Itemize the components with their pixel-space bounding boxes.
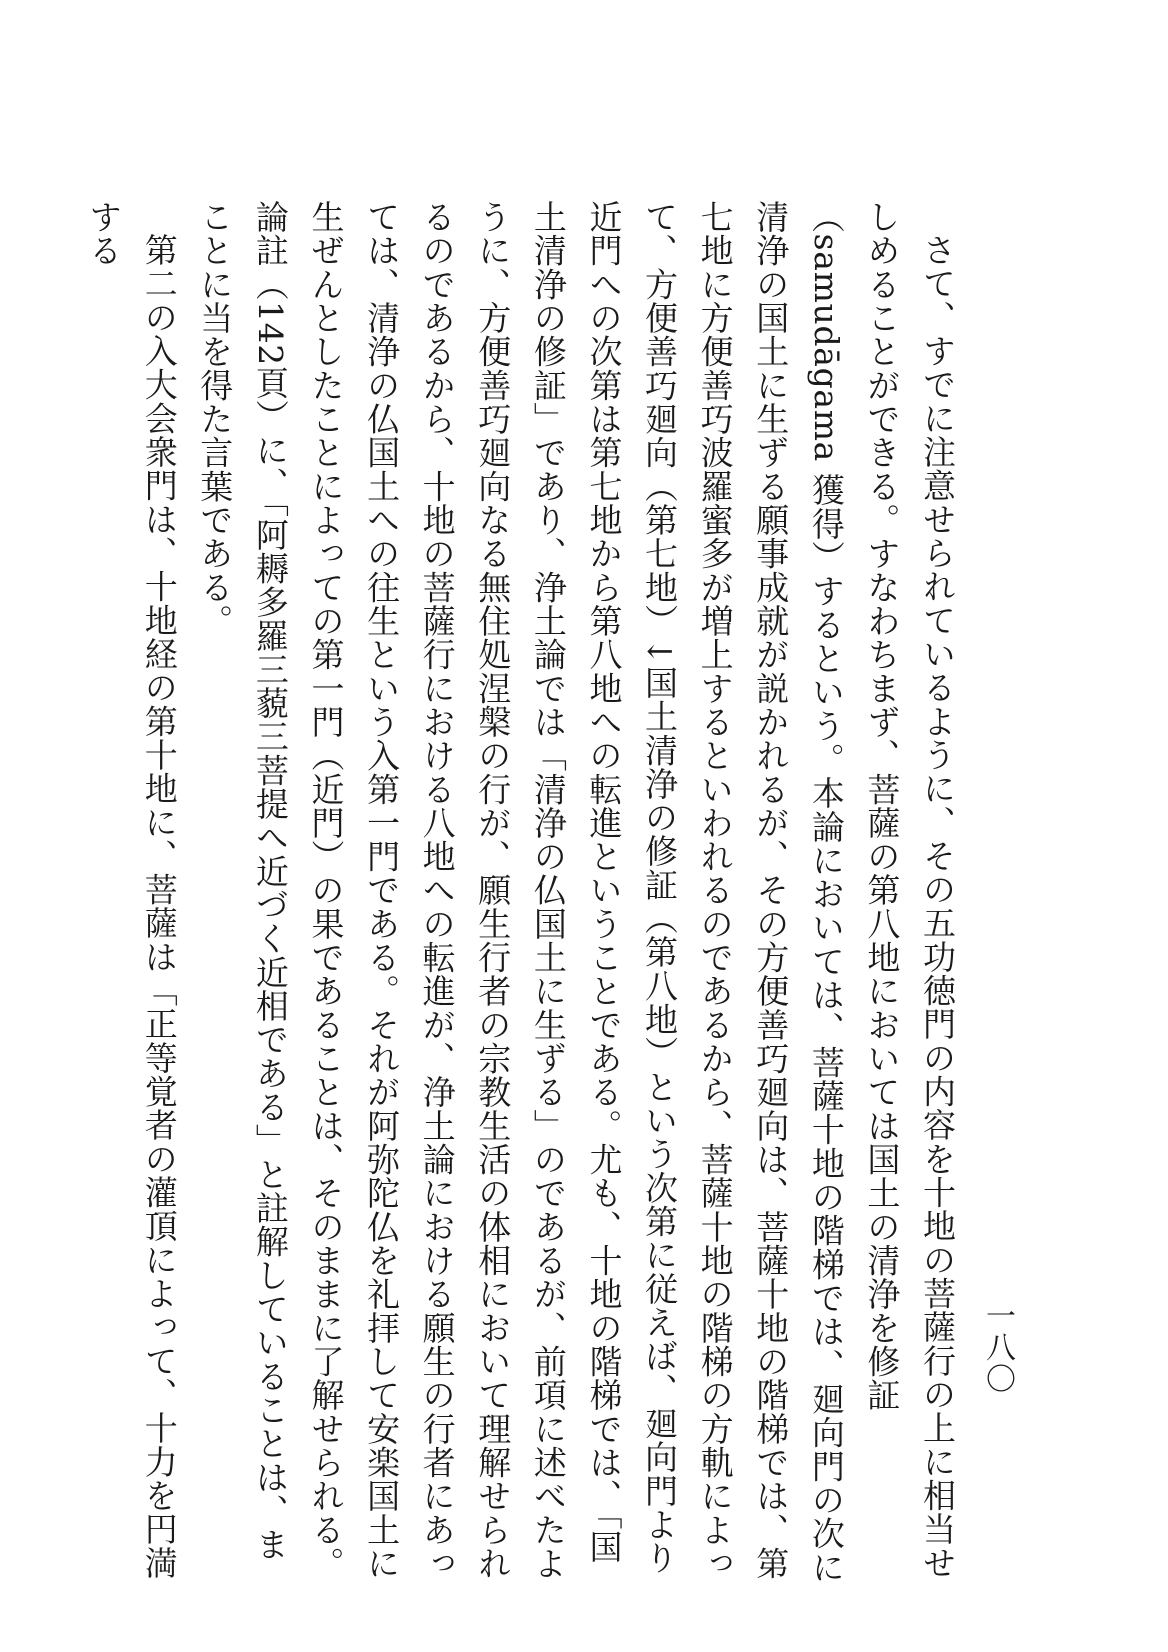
body-text [84, 200, 965, 1585]
footnote-marks [0, 0, 1, 1]
paragraph: さて、すでに注意せられているように、その五功徳門の内容を十地の菩薩行の上に相当せしめることができる。すなわちまず、菩薩の第八地においては国土の清浄を修証（samudāgama 獲得）するという。本論においては、菩薩十地の階梯では、廻向門の次に清浄の国土に生ずる願事成就が説かれるが、その方便善巧廻向は、菩薩十地の階梯では、第七地に方便善巧波羅蜜多が増上するといわれるのであるから、菩薩十地の階梯の方軌によって、方便善巧廻向（第七地）↓国土清浄の修証（第八地）という次第に従えば、廻向門より近門への次第は第七地から第八地への転進ということである。尤も、十地の階梯では、「国土清浄の修証」であり、浄土論では「清浄の仏国土に生ずる」のであるが、前項に述べたように、方便善巧廻向なる無住処涅槃の行が、願生行者の宗教生活の体相において理解せられるのであるから、十地の菩薩行における八地への転進が、浄土論における願生の行者にあっては、清浄の仏国土への往生という入第一門である。それが阿弥陀仏を礼拝して安楽国土に生ぜんとしたことによっての第一門（近門）の果であることは、そのままに了解せられる。論註（142頁）に、「阿耨多羅三藐三菩提へ近づく近相である」と註解していることは、まことに当を得た言葉である。 [195, 200, 957, 1584]
paragraph: 第二の入大会衆門は、十地経の第十地に、菩薩は「正等覚者の灌頂によって、十力を円満する [84, 200, 179, 1580]
footnote-mark [0, 0, 1, 1]
page-number: 一八〇 [980, 1300, 1015, 1395]
